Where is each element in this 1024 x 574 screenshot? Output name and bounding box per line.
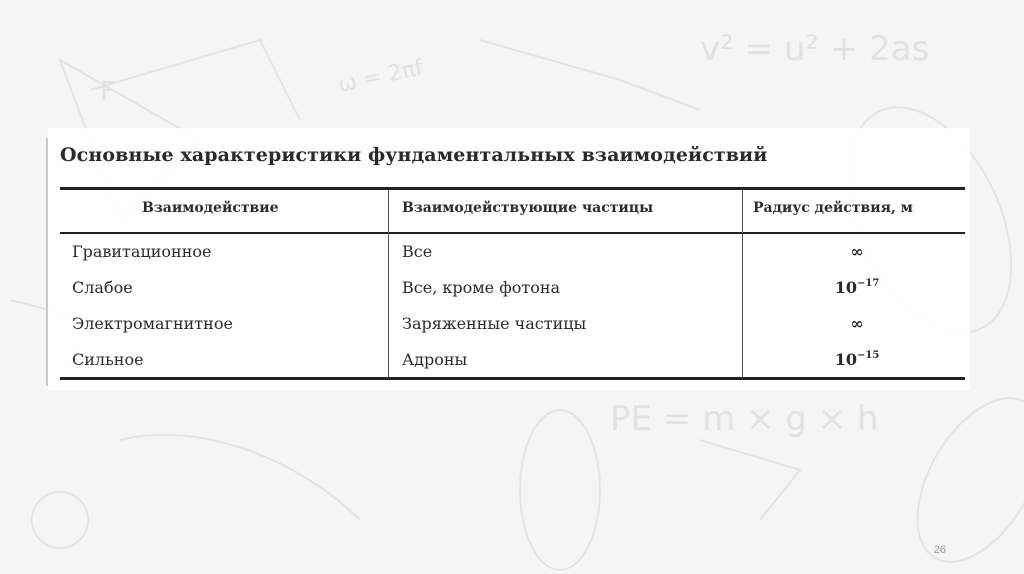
cell-particles: Заряженные частицы xyxy=(402,314,587,333)
cell-interaction: Слабое xyxy=(72,278,133,297)
table-title: Основные характеристики фундаментальных взаимодействий xyxy=(60,144,768,166)
radius-value: ∞ xyxy=(850,242,864,261)
cell-radius xyxy=(812,278,902,297)
table-row xyxy=(0,314,1024,350)
table-top-rule xyxy=(60,187,965,190)
doodle-formula-3: PE = m × g × h xyxy=(610,399,879,439)
table-row xyxy=(0,350,1024,386)
table-header-rule xyxy=(60,232,965,234)
header-particles: Взаимодействующие частицы xyxy=(402,200,654,216)
cell-particles: Все, кроме фотона xyxy=(402,278,561,297)
radius-value: ∞ xyxy=(850,314,864,333)
table-row xyxy=(0,278,1024,314)
doodle-formula-4: F xyxy=(100,77,115,107)
cell-interaction: Гравитационное xyxy=(72,242,212,261)
cell-interaction: Электромагнитное xyxy=(72,314,233,333)
radius-value: 10 xyxy=(834,350,857,369)
radius-value: 10 xyxy=(834,278,857,297)
cell-radius xyxy=(812,314,902,333)
header-radius: Радиус действия, м xyxy=(753,200,913,216)
doodle-formula-1: v² = u² + 2as xyxy=(700,29,930,69)
cell-particles: Адроны xyxy=(402,350,468,369)
cell-interaction: Сильное xyxy=(72,350,144,369)
radius-exponent: −17 xyxy=(856,278,880,289)
cell-radius xyxy=(812,242,902,261)
header-interaction: Взаимодействие xyxy=(142,200,279,216)
doodle-formula-2: ω = 2πf xyxy=(336,55,426,98)
cell-radius xyxy=(812,350,902,369)
cell-particles: Все xyxy=(402,242,433,261)
table-row xyxy=(0,242,1024,278)
radius-exponent: −15 xyxy=(856,350,880,361)
page-number: 26 xyxy=(933,544,946,556)
